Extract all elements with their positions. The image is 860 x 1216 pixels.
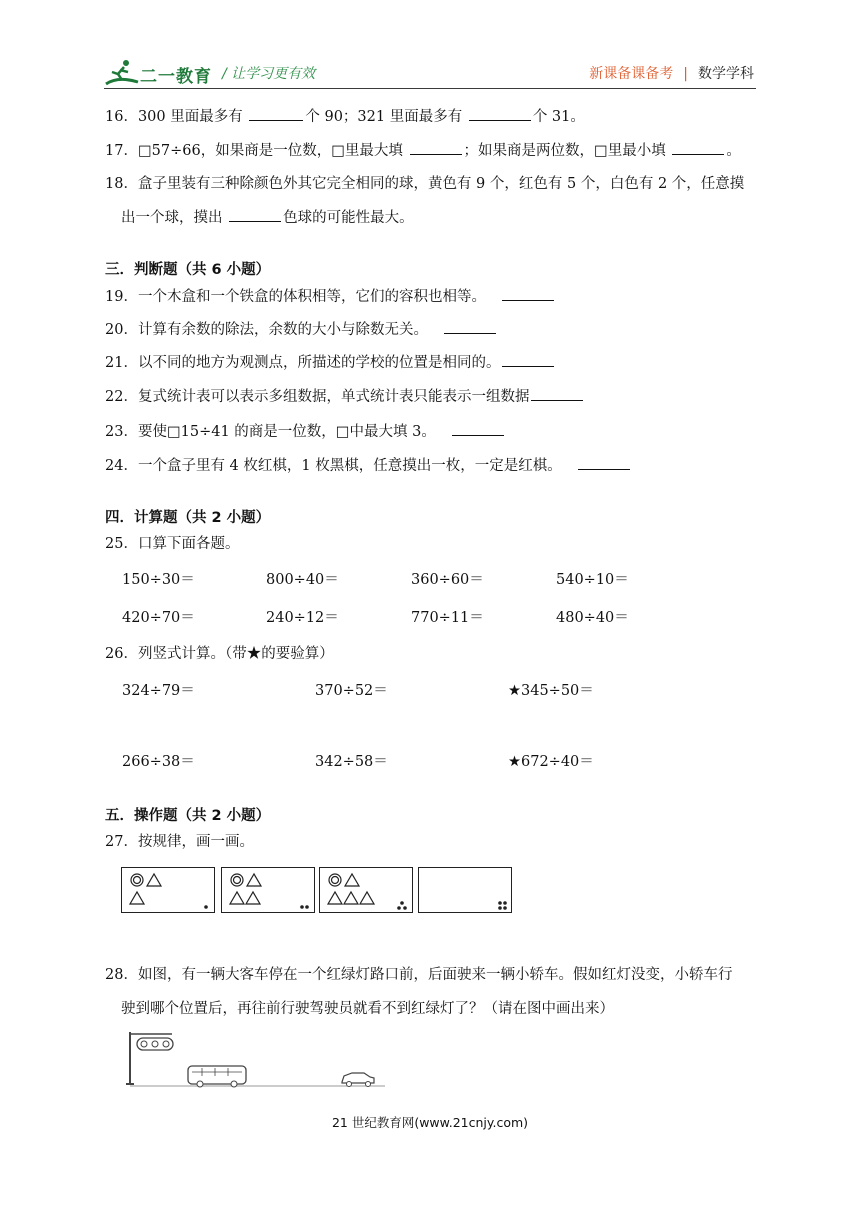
answer-blank[interactable] — [444, 319, 496, 334]
answer-blank[interactable] — [229, 207, 281, 222]
oral-calc: 800÷40＝ — [266, 572, 339, 588]
question-28-line1: 28．如图，有一辆大客车停在一个红绿灯路口前，后面驶来一辆小轿车。假如红灯没变，小轿车行 — [105, 967, 733, 983]
section-5-title: 五．操作题（共 2 小题） — [105, 808, 271, 824]
question-25: 25．口算下面各题。 — [105, 536, 240, 552]
traffic-scene-illustration — [120, 1026, 390, 1090]
brand-name: 二一教育 — [140, 67, 212, 87]
answer-blank[interactable] — [469, 106, 531, 121]
question-19: 19．一个木盒和一个铁盒的体积相等，它们的容积也相等。 — [105, 286, 556, 307]
dots-icon — [419, 868, 511, 912]
header-divider — [104, 88, 756, 89]
shapes-icon — [320, 868, 412, 912]
header-separator: | — [683, 66, 688, 82]
pattern-box-4[interactable] — [418, 867, 512, 913]
header-subject: 数学学科 — [698, 66, 754, 82]
answer-blank[interactable] — [410, 140, 462, 155]
oral-calc: 770÷11＝ — [411, 610, 484, 626]
oral-calc: 240÷12＝ — [266, 610, 339, 626]
question-21: 21．以不同的地方为观测点，所描述的学校的位置是相同的。 — [105, 352, 556, 373]
page-footer: 21 世纪教育网(www.21cnjy.com) — [331, 1115, 529, 1130]
answer-blank[interactable] — [531, 386, 583, 401]
question-20: 20．计算有余数的除法，余数的大小与除数无关。 — [105, 319, 498, 340]
answer-blank[interactable] — [502, 286, 554, 301]
oral-calc: 420÷70＝ — [122, 610, 195, 626]
vertical-calc: 266÷38＝ — [122, 754, 195, 770]
answer-blank[interactable] — [452, 421, 504, 436]
vertical-calc: ★672÷40＝ — [508, 754, 594, 770]
header-course: 新课备课备考 — [589, 66, 674, 82]
vertical-calc: 324÷79＝ — [122, 683, 195, 699]
vertical-calc: 370÷52＝ — [315, 683, 388, 699]
traffic-light-icon — [137, 1038, 173, 1050]
question-23: 23．要使□15÷41 的商是一位数，□中最大填 3。 — [105, 421, 506, 442]
question-27: 27．按规律，画一画。 — [105, 834, 254, 850]
question-16: 16．300 里面最多有 个 90；321 里面最多有 个 31。 — [105, 106, 585, 127]
answer-blank[interactable] — [502, 352, 554, 367]
vertical-calc: 342÷58＝ — [315, 754, 388, 770]
slogan: / 让学习更有效 — [222, 66, 316, 82]
question-18-line1: 18．盒子里装有三种除颜色外其它完全相同的球，黄色有 9 个，红色有 5 个，白色有 2 个，任意摸 — [105, 176, 745, 192]
question-26: 26．列竖式计算。（带★的要验算） — [105, 646, 334, 662]
oral-calc: 480÷40＝ — [556, 610, 629, 626]
runner-logo-icon — [104, 58, 140, 88]
section-4-title: 四．计算题（共 2 小题） — [105, 510, 271, 526]
question-24: 24．一个盒子里有 4 枚红棋，1 枚黑棋，任意摸出一枚，一定是红棋。 — [105, 455, 632, 476]
oral-calc: 540÷10＝ — [556, 572, 629, 588]
pattern-box-3 — [319, 867, 413, 913]
answer-blank[interactable] — [249, 106, 303, 121]
oral-calc: 150÷30＝ — [122, 572, 195, 588]
shapes-icon — [122, 868, 214, 912]
pattern-box-1 — [121, 867, 215, 913]
question-22: 22．复式统计表可以表示多组数据，单式统计表只能表示一组数据 — [105, 386, 585, 407]
answer-blank[interactable] — [672, 140, 724, 155]
answer-blank[interactable] — [578, 455, 630, 470]
bus-icon — [188, 1066, 246, 1087]
oral-calc: 360÷60＝ — [411, 572, 484, 588]
pattern-box-2 — [221, 867, 315, 913]
page-header — [0, 0, 860, 96]
shapes-icon — [222, 868, 314, 912]
question-18-line2: 出一个球，摸出 色球的可能性最大。 — [121, 207, 414, 228]
question-17: 17．□57÷66，如果商是一位数，□里最大填 ；如果商是两位数，□里最小填 。 — [105, 140, 741, 161]
question-28-line2: 驶到哪个位置后，再往前行驶驾驶员就看不到红绿灯了？（请在图中画出来） — [121, 1001, 614, 1017]
vertical-calc: ★345÷50＝ — [508, 683, 594, 699]
header-right — [589, 63, 754, 83]
car-icon — [342, 1073, 374, 1087]
section-3-title: 三．判断题（共 6 小题） — [105, 262, 271, 278]
